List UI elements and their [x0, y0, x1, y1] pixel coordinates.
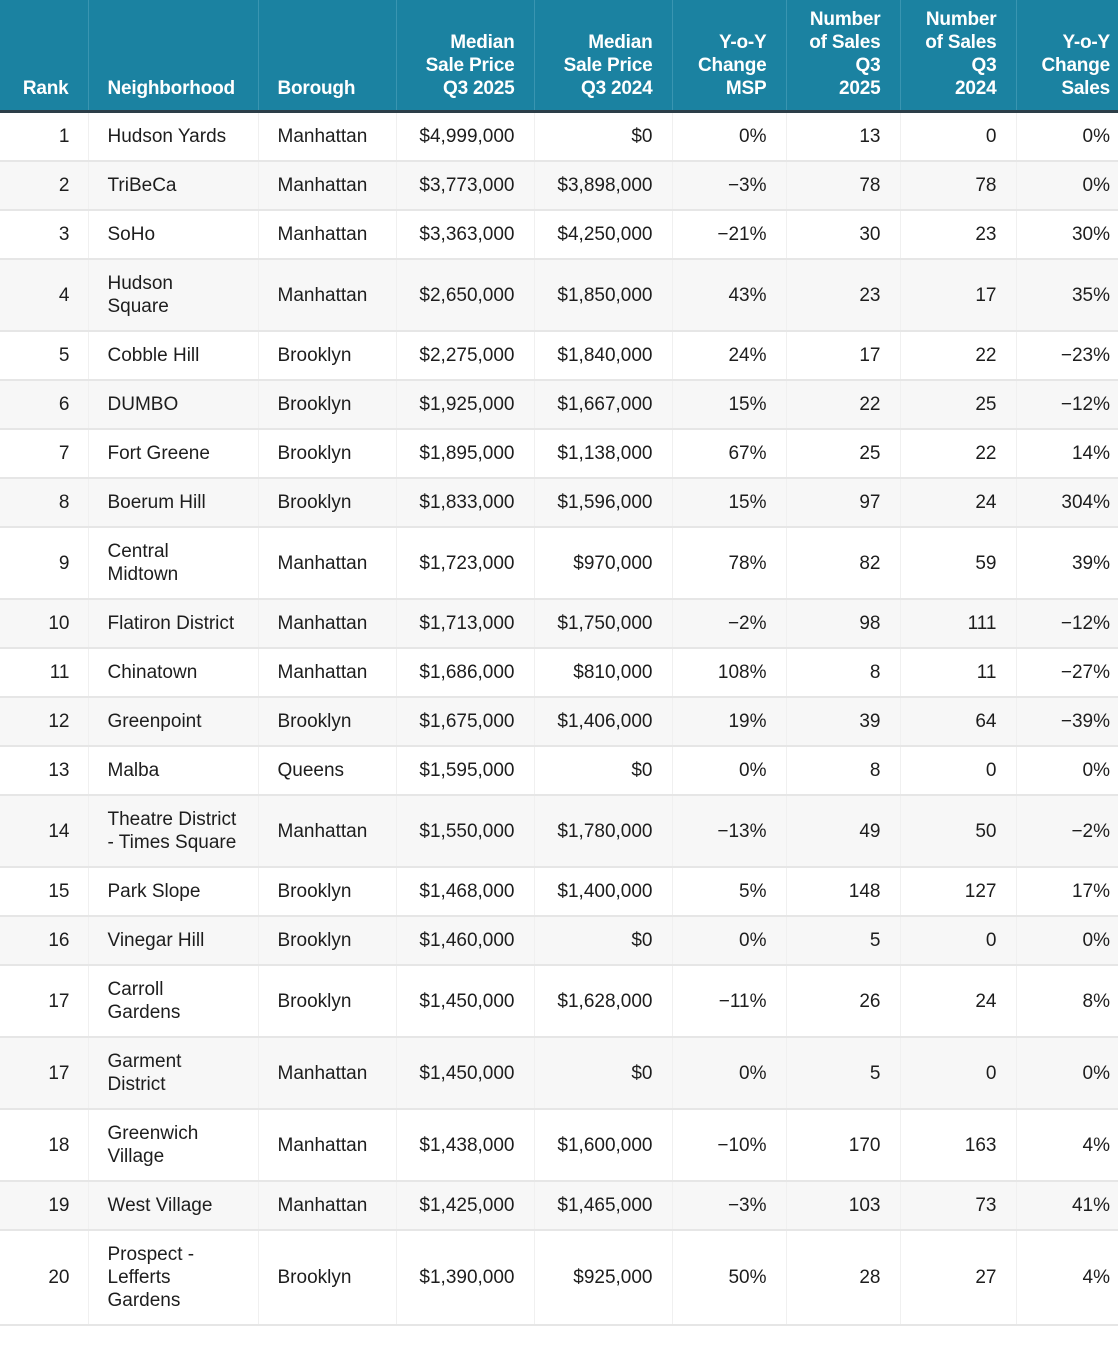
table-row	[0, 697, 1118, 746]
cell-borough: Manhattan	[258, 112, 396, 162]
cell-borough: Brooklyn	[258, 916, 396, 965]
cell-msp-q3-2024: $1,138,000	[534, 429, 672, 478]
column-header-msp-q3-2024	[534, 0, 672, 112]
column-header-line: of Sales	[809, 32, 881, 53]
cell-msp-q3-2025: $1,595,000	[396, 746, 534, 795]
table-body	[0, 112, 1118, 1326]
header-row	[0, 0, 1118, 112]
cell-msp-q3-2025: $1,425,000	[396, 1181, 534, 1230]
cell-rank: 9	[0, 527, 88, 599]
cell-yoy-change-msp: 78%	[672, 527, 786, 599]
cell-sales-q3-2024: 59	[900, 527, 1016, 599]
column-header-line: Q3	[971, 55, 997, 76]
cell-sales-q3-2025: 8	[786, 648, 900, 697]
cell-rank: 4	[0, 259, 88, 331]
cell-neighborhood: Greenpoint	[88, 697, 258, 746]
cell-yoy-change-sales: 41%	[1016, 1181, 1118, 1230]
table-row	[0, 1109, 1118, 1181]
cell-msp-q3-2024: $1,667,000	[534, 380, 672, 429]
table-header	[0, 0, 1118, 112]
cell-msp-q3-2024: $0	[534, 916, 672, 965]
cell-sales-q3-2025: 98	[786, 599, 900, 648]
cell-yoy-change-sales: 304%	[1016, 478, 1118, 527]
table-row	[0, 746, 1118, 795]
cell-yoy-change-msp: −11%	[672, 965, 786, 1037]
cell-msp-q3-2024: $810,000	[534, 648, 672, 697]
cell-msp-q3-2024: $0	[534, 1037, 672, 1109]
cell-yoy-change-msp: −2%	[672, 599, 786, 648]
cell-sales-q3-2025: 17	[786, 331, 900, 380]
cell-msp-q3-2025: $1,390,000	[396, 1230, 534, 1325]
cell-sales-q3-2025: 26	[786, 965, 900, 1037]
cell-yoy-change-msp: −10%	[672, 1109, 786, 1181]
cell-borough: Brooklyn	[258, 867, 396, 916]
cell-yoy-change-sales: 17%	[1016, 867, 1118, 916]
column-header-neighborhood	[88, 0, 258, 112]
cell-sales-q3-2025: 23	[786, 259, 900, 331]
cell-msp-q3-2024: $4,250,000	[534, 210, 672, 259]
table-row	[0, 380, 1118, 429]
cell-yoy-change-msp: 50%	[672, 1230, 786, 1325]
cell-rank: 3	[0, 210, 88, 259]
cell-neighborhood: DUMBO	[88, 380, 258, 429]
cell-borough: Brooklyn	[258, 965, 396, 1037]
column-header-line: Q3	[855, 55, 881, 76]
column-header-msp-q3-2025	[396, 0, 534, 112]
cell-yoy-change-sales: −12%	[1016, 380, 1118, 429]
table-row	[0, 259, 1118, 331]
cell-msp-q3-2024: $0	[534, 746, 672, 795]
table-row	[0, 1037, 1118, 1109]
cell-msp-q3-2025: $1,460,000	[396, 916, 534, 965]
cell-neighborhood: SoHo	[88, 210, 258, 259]
cell-yoy-change-sales: −23%	[1016, 331, 1118, 380]
table-row	[0, 161, 1118, 210]
cell-msp-q3-2025: $1,833,000	[396, 478, 534, 527]
cell-msp-q3-2024: $1,840,000	[534, 331, 672, 380]
cell-neighborhood: Vinegar Hill	[88, 916, 258, 965]
cell-sales-q3-2025: 5	[786, 1037, 900, 1109]
cell-rank: 17	[0, 965, 88, 1037]
cell-rank: 11	[0, 648, 88, 697]
cell-sales-q3-2024: 111	[900, 599, 1016, 648]
cell-yoy-change-msp: 15%	[672, 380, 786, 429]
cell-neighborhood: Chinatown	[88, 648, 258, 697]
column-header-sales-q3-2025	[786, 0, 900, 112]
table-row	[0, 916, 1118, 965]
cell-msp-q3-2024: $1,600,000	[534, 1109, 672, 1181]
cell-sales-q3-2025: 49	[786, 795, 900, 867]
cell-msp-q3-2025: $1,723,000	[396, 527, 534, 599]
cell-sales-q3-2024: 17	[900, 259, 1016, 331]
column-header-line: Neighborhood	[107, 78, 235, 99]
cell-yoy-change-sales: 39%	[1016, 527, 1118, 599]
cell-borough: Manhattan	[258, 210, 396, 259]
cell-msp-q3-2025: $1,925,000	[396, 380, 534, 429]
column-header-line: of Sales	[925, 32, 997, 53]
cell-borough: Brooklyn	[258, 380, 396, 429]
cell-msp-q3-2024: $1,850,000	[534, 259, 672, 331]
column-header-line: Sales	[1061, 78, 1110, 99]
cell-sales-q3-2025: 22	[786, 380, 900, 429]
cell-sales-q3-2025: 13	[786, 112, 900, 162]
cell-borough: Manhattan	[258, 1181, 396, 1230]
cell-msp-q3-2024: $1,780,000	[534, 795, 672, 867]
cell-neighborhood: Flatiron District	[88, 599, 258, 648]
cell-rank: 10	[0, 599, 88, 648]
cell-neighborhood: TriBeCa	[88, 161, 258, 210]
cell-neighborhood: Greenwich Village	[88, 1109, 258, 1181]
cell-yoy-change-sales: −2%	[1016, 795, 1118, 867]
cell-sales-q3-2024: 73	[900, 1181, 1016, 1230]
table-row	[0, 527, 1118, 599]
cell-sales-q3-2024: 163	[900, 1109, 1016, 1181]
cell-msp-q3-2025: $1,438,000	[396, 1109, 534, 1181]
table-row	[0, 867, 1118, 916]
cell-borough: Brooklyn	[258, 331, 396, 380]
cell-neighborhood: Theatre District - Times Square	[88, 795, 258, 867]
cell-yoy-change-msp: 5%	[672, 867, 786, 916]
cell-borough: Queens	[258, 746, 396, 795]
cell-sales-q3-2024: 24	[900, 965, 1016, 1037]
cell-yoy-change-msp: 43%	[672, 259, 786, 331]
cell-neighborhood: Fort Greene	[88, 429, 258, 478]
cell-neighborhood: Hudson Yards	[88, 112, 258, 162]
column-header-line: Change	[1041, 55, 1110, 76]
table-row	[0, 210, 1118, 259]
cell-yoy-change-msp: 19%	[672, 697, 786, 746]
cell-msp-q3-2025: $1,675,000	[396, 697, 534, 746]
table-row	[0, 429, 1118, 478]
cell-yoy-change-sales: 0%	[1016, 1037, 1118, 1109]
cell-sales-q3-2025: 8	[786, 746, 900, 795]
table-row	[0, 331, 1118, 380]
cell-msp-q3-2024: $3,898,000	[534, 161, 672, 210]
cell-yoy-change-sales: −27%	[1016, 648, 1118, 697]
cell-borough: Brooklyn	[258, 478, 396, 527]
cell-yoy-change-sales: −39%	[1016, 697, 1118, 746]
cell-sales-q3-2024: 27	[900, 1230, 1016, 1325]
cell-neighborhood: Malba	[88, 746, 258, 795]
cell-sales-q3-2025: 78	[786, 161, 900, 210]
table-row	[0, 112, 1118, 162]
cell-sales-q3-2024: 64	[900, 697, 1016, 746]
cell-sales-q3-2024: 78	[900, 161, 1016, 210]
cell-neighborhood: Carroll Gardens	[88, 965, 258, 1037]
cell-borough: Manhattan	[258, 599, 396, 648]
cell-rank: 7	[0, 429, 88, 478]
cell-sales-q3-2025: 30	[786, 210, 900, 259]
cell-borough: Manhattan	[258, 259, 396, 331]
column-header-sales-q3-2024	[900, 0, 1016, 112]
cell-borough: Manhattan	[258, 527, 396, 599]
cell-sales-q3-2024: 23	[900, 210, 1016, 259]
cell-msp-q3-2025: $1,468,000	[396, 867, 534, 916]
cell-yoy-change-sales: 30%	[1016, 210, 1118, 259]
cell-yoy-change-sales: 0%	[1016, 112, 1118, 162]
column-header-line: 2025	[839, 78, 881, 99]
cell-msp-q3-2025: $1,550,000	[396, 795, 534, 867]
cell-yoy-change-sales: 14%	[1016, 429, 1118, 478]
cell-yoy-change-sales: 0%	[1016, 746, 1118, 795]
cell-sales-q3-2025: 97	[786, 478, 900, 527]
cell-borough: Brooklyn	[258, 1230, 396, 1325]
cell-sales-q3-2024: 0	[900, 746, 1016, 795]
cell-msp-q3-2024: $1,750,000	[534, 599, 672, 648]
cell-neighborhood: Hudson Square	[88, 259, 258, 331]
cell-rank: 12	[0, 697, 88, 746]
cell-rank: 6	[0, 380, 88, 429]
cell-neighborhood: Cobble Hill	[88, 331, 258, 380]
cell-sales-q3-2024: 22	[900, 331, 1016, 380]
column-header-line: Y-o-Y	[1062, 32, 1110, 53]
cell-rank: 8	[0, 478, 88, 527]
table-row	[0, 599, 1118, 648]
cell-msp-q3-2024: $1,400,000	[534, 867, 672, 916]
cell-msp-q3-2025: $2,275,000	[396, 331, 534, 380]
cell-yoy-change-sales: 8%	[1016, 965, 1118, 1037]
cell-sales-q3-2024: 22	[900, 429, 1016, 478]
cell-sales-q3-2025: 39	[786, 697, 900, 746]
cell-msp-q3-2025: $1,686,000	[396, 648, 534, 697]
cell-sales-q3-2024: 50	[900, 795, 1016, 867]
cell-rank: 20	[0, 1230, 88, 1325]
cell-sales-q3-2025: 103	[786, 1181, 900, 1230]
cell-rank: 5	[0, 331, 88, 380]
cell-borough: Manhattan	[258, 1109, 396, 1181]
cell-msp-q3-2025: $3,363,000	[396, 210, 534, 259]
cell-yoy-change-msp: 0%	[672, 112, 786, 162]
cell-yoy-change-sales: −12%	[1016, 599, 1118, 648]
cell-msp-q3-2024: $1,596,000	[534, 478, 672, 527]
column-header-line: Q3 2025	[443, 78, 515, 99]
column-header-line: Median	[450, 32, 515, 53]
cell-msp-q3-2025: $1,450,000	[396, 965, 534, 1037]
table-row	[0, 965, 1118, 1037]
cell-yoy-change-sales: 0%	[1016, 161, 1118, 210]
cell-yoy-change-msp: 15%	[672, 478, 786, 527]
table-row	[0, 478, 1118, 527]
cell-sales-q3-2025: 170	[786, 1109, 900, 1181]
cell-yoy-change-msp: 24%	[672, 331, 786, 380]
column-header-line: Y-o-Y	[718, 32, 767, 53]
cell-borough: Manhattan	[258, 648, 396, 697]
cell-msp-q3-2025: $4,999,000	[396, 112, 534, 162]
cell-yoy-change-msp: 0%	[672, 746, 786, 795]
cell-sales-q3-2024: 25	[900, 380, 1016, 429]
cell-sales-q3-2025: 28	[786, 1230, 900, 1325]
cell-rank: 17	[0, 1037, 88, 1109]
cell-msp-q3-2024: $925,000	[534, 1230, 672, 1325]
cell-rank: 13	[0, 746, 88, 795]
cell-msp-q3-2024: $970,000	[534, 527, 672, 599]
cell-msp-q3-2025: $3,773,000	[396, 161, 534, 210]
column-header-line: Number	[925, 9, 997, 30]
column-header-line: Median	[588, 32, 653, 53]
cell-yoy-change-msp: 67%	[672, 429, 786, 478]
cell-neighborhood: Boerum Hill	[88, 478, 258, 527]
column-header-yoy-change-sales	[1016, 0, 1118, 112]
cell-sales-q3-2024: 0	[900, 916, 1016, 965]
cell-sales-q3-2024: 24	[900, 478, 1016, 527]
cell-yoy-change-msp: −3%	[672, 1181, 786, 1230]
cell-rank: 15	[0, 867, 88, 916]
cell-neighborhood: Prospect - Lefferts Gardens	[88, 1230, 258, 1325]
cell-msp-q3-2025: $1,713,000	[396, 599, 534, 648]
column-header-line: Borough	[277, 78, 356, 99]
cell-neighborhood: West Village	[88, 1181, 258, 1230]
cell-msp-q3-2024: $1,406,000	[534, 697, 672, 746]
cell-rank: 1	[0, 112, 88, 162]
cell-msp-q3-2024: $1,628,000	[534, 965, 672, 1037]
table-row	[0, 1181, 1118, 1230]
column-header-line: Change	[698, 55, 767, 76]
table-row	[0, 648, 1118, 697]
cell-sales-q3-2024: 0	[900, 1037, 1016, 1109]
column-header-line: Number	[809, 9, 881, 30]
cell-sales-q3-2024: 0	[900, 112, 1016, 162]
cell-borough: Manhattan	[258, 161, 396, 210]
cell-rank: 14	[0, 795, 88, 867]
cell-rank: 19	[0, 1181, 88, 1230]
cell-msp-q3-2024: $1,465,000	[534, 1181, 672, 1230]
cell-yoy-change-msp: 108%	[672, 648, 786, 697]
cell-sales-q3-2025: 5	[786, 916, 900, 965]
cell-yoy-change-msp: −21%	[672, 210, 786, 259]
cell-sales-q3-2025: 25	[786, 429, 900, 478]
cell-yoy-change-msp: −3%	[672, 161, 786, 210]
cell-yoy-change-sales: 35%	[1016, 259, 1118, 331]
column-header-line: 2024	[955, 78, 997, 99]
cell-yoy-change-msp: 0%	[672, 1037, 786, 1109]
cell-neighborhood: Park Slope	[88, 867, 258, 916]
cell-msp-q3-2024: $0	[534, 112, 672, 162]
cell-neighborhood: Garment District	[88, 1037, 258, 1109]
column-header-borough	[258, 0, 396, 112]
cell-msp-q3-2025: $1,895,000	[396, 429, 534, 478]
cell-borough: Brooklyn	[258, 697, 396, 746]
column-header-line: MSP	[725, 78, 767, 99]
cell-rank: 2	[0, 161, 88, 210]
cell-yoy-change-sales: 4%	[1016, 1109, 1118, 1181]
cell-sales-q3-2025: 82	[786, 527, 900, 599]
cell-sales-q3-2024: 11	[900, 648, 1016, 697]
column-header-line: Sale Price	[425, 55, 515, 76]
cell-borough: Manhattan	[258, 1037, 396, 1109]
cell-yoy-change-sales: 0%	[1016, 916, 1118, 965]
cell-sales-q3-2024: 127	[900, 867, 1016, 916]
cell-borough: Manhattan	[258, 795, 396, 867]
cell-rank: 18	[0, 1109, 88, 1181]
column-header-line: Q3 2024	[581, 78, 653, 99]
cell-msp-q3-2025: $1,450,000	[396, 1037, 534, 1109]
cell-rank: 16	[0, 916, 88, 965]
column-header-line: Sale Price	[563, 55, 653, 76]
column-header-yoy-change-msp	[672, 0, 786, 112]
column-header-rank	[0, 0, 88, 112]
cell-yoy-change-msp: 0%	[672, 916, 786, 965]
cell-msp-q3-2025: $2,650,000	[396, 259, 534, 331]
cell-yoy-change-msp: −13%	[672, 795, 786, 867]
column-header-line: Rank	[22, 78, 69, 99]
cell-sales-q3-2025: 148	[786, 867, 900, 916]
cell-borough: Brooklyn	[258, 429, 396, 478]
cell-neighborhood: Central Midtown	[88, 527, 258, 599]
table-row	[0, 1230, 1118, 1325]
cell-yoy-change-sales: 4%	[1016, 1230, 1118, 1325]
table-row	[0, 795, 1118, 867]
